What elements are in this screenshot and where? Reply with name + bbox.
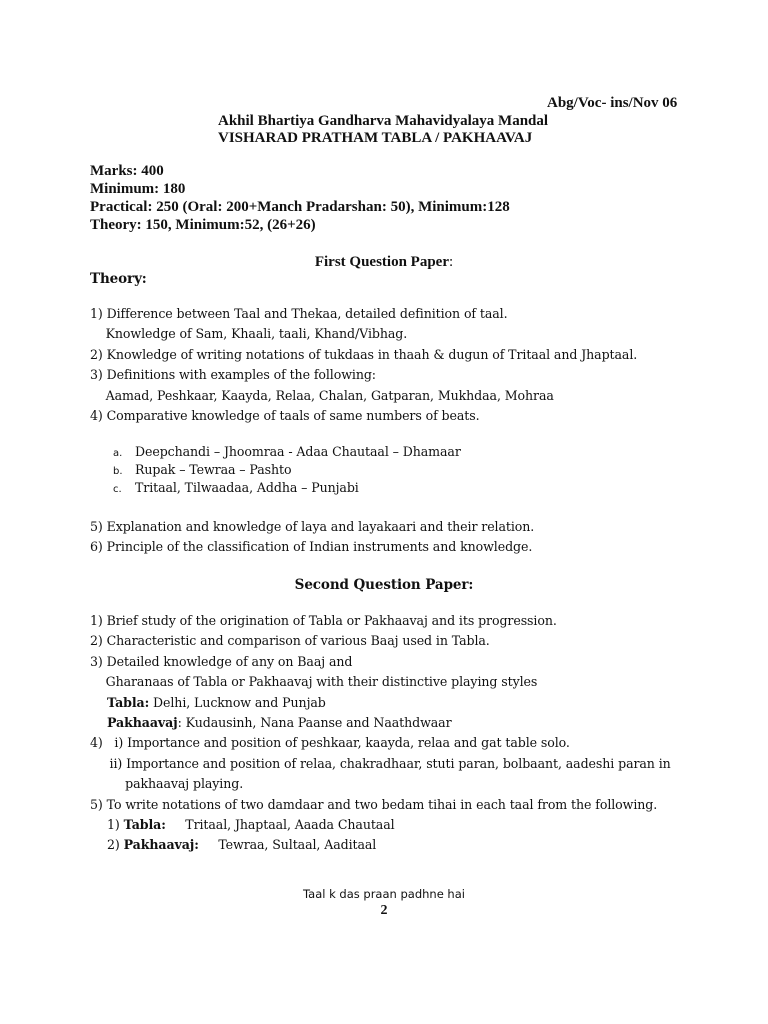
taal-list-pakhaavaj-label: Pakhaavaj: [123, 837, 199, 852]
list-item: 5) To write notations of two damdaar and two bedam tihai in each taal from the following. [90, 797, 658, 812]
tabla-label: Tabla: [107, 695, 150, 710]
sublist-marker: b. [113, 466, 123, 477]
sublist-item: Rupak – Tewraa – Pashto [135, 462, 292, 477]
taal-list-pakhaavaj-text: Tewraa, Sultaal, Aaditaal [198, 837, 377, 852]
list-item: 2) Knowledge of writing notations of tukdaas in thaah & dugun of Tritaal and Jhaptaal. [90, 347, 638, 362]
list-item: Gharanaas of Tabla or Pakhaavaj with their distinctive playing styles [90, 674, 538, 689]
sublist-item: Tritaal, Tilwaadaa, Addha – Punjabi [135, 480, 359, 495]
list-item: 3) Definitions with examples of the following: [90, 367, 376, 382]
marks-minimum: Minimum: 180 [90, 181, 186, 197]
theory-subheading: Theory: [90, 271, 147, 287]
first-paper-heading-text: First Question Paper [314, 254, 449, 270]
taal-list-pakhaavaj-prefix: 2) [107, 837, 124, 852]
course-title: VISHARAD PRATHAM TABLA / PAKHAAVAJ [218, 130, 533, 146]
list-item: 3) Detailed knowledge of any on Baaj and [90, 654, 353, 669]
list-item: Aamad, Peshkaar, Kaayda, Relaa, Chalan, Gatparan, Mukhdaa, Mohraa [90, 388, 554, 403]
first-paper-heading [0, 253, 768, 271]
sublist-item: Deepchandi – Jhoomraa - Adaa Chautaal – Dhamaar [135, 444, 461, 459]
tabla-gharanaas: Delhi, Lucknow and Punjab [149, 695, 326, 710]
marks-total: Marks: 400 [90, 163, 164, 179]
tabla-gharanaas-line [107, 694, 326, 712]
marks-theory: Theory: 150, Minimum:52, (26+26) [90, 217, 316, 233]
second-paper-heading: Second Question Paper: [294, 577, 474, 593]
list-item: ii) Importance and position of relaa, chakradhaar, stuti paran, bolbaant, aadeshi paran in [90, 756, 671, 771]
taal-list-tabla-prefix: 1) [107, 817, 124, 832]
first-paper-heading-colon: : [448, 254, 454, 270]
organization-title: Akhil Bhartiya Gandharva Mahavidyalaya Mandal [218, 113, 549, 129]
page-number: 2 [380, 903, 388, 918]
pakhaavaj-gharanaas-line [107, 714, 452, 732]
list-item: Knowledge of Sam, Khaali, taali, Khand/Vibhag. [90, 326, 408, 341]
list-item: 1) Brief study of the origination of Tabla or Pakhaavaj and its progression. [90, 613, 557, 628]
list-item: 4) i) Importance and position of peshkaar, kaayda, relaa and gat table solo. [90, 735, 570, 750]
sublist-marker: a. [113, 448, 123, 459]
taal-list-tabla-label: Tabla: [123, 817, 166, 832]
taal-list-pakhaavaj [107, 836, 376, 854]
taal-list-tabla [107, 816, 395, 834]
list-item: 5) Explanation and knowledge of laya and layakaari and their relation. [90, 519, 535, 534]
pakhaavaj-gharanaas: : Kudausinh, Nana Paanse and Naathdwaar [177, 715, 452, 730]
list-item: 6) Principle of the classification of Indian instruments and knowledge. [90, 539, 533, 554]
taal-list-tabla-text: Tritaal, Jhaptaal, Aaada Chautaal [165, 817, 395, 832]
list-item: 4) Comparative knowledge of taals of same numbers of beats. [90, 408, 480, 423]
list-item: 2) Characteristic and comparison of various Baaj used in Tabla. [90, 633, 490, 648]
sublist-marker: c. [113, 484, 122, 495]
pakhaavaj-label: Pakhaavaj [107, 715, 178, 730]
footer-note: Taal k das praan padhne hai [303, 887, 465, 901]
reference-code: Abg/Voc- ins/Nov 06 [547, 95, 678, 111]
list-item: 1) Difference between Taal and Thekaa, detailed definition of taal. [90, 306, 508, 321]
list-item: pakhaavaj playing. [90, 776, 244, 791]
marks-practical: Practical: 250 (Oral: 200+Manch Pradarshan: 50), Minimum:128 [90, 199, 510, 215]
